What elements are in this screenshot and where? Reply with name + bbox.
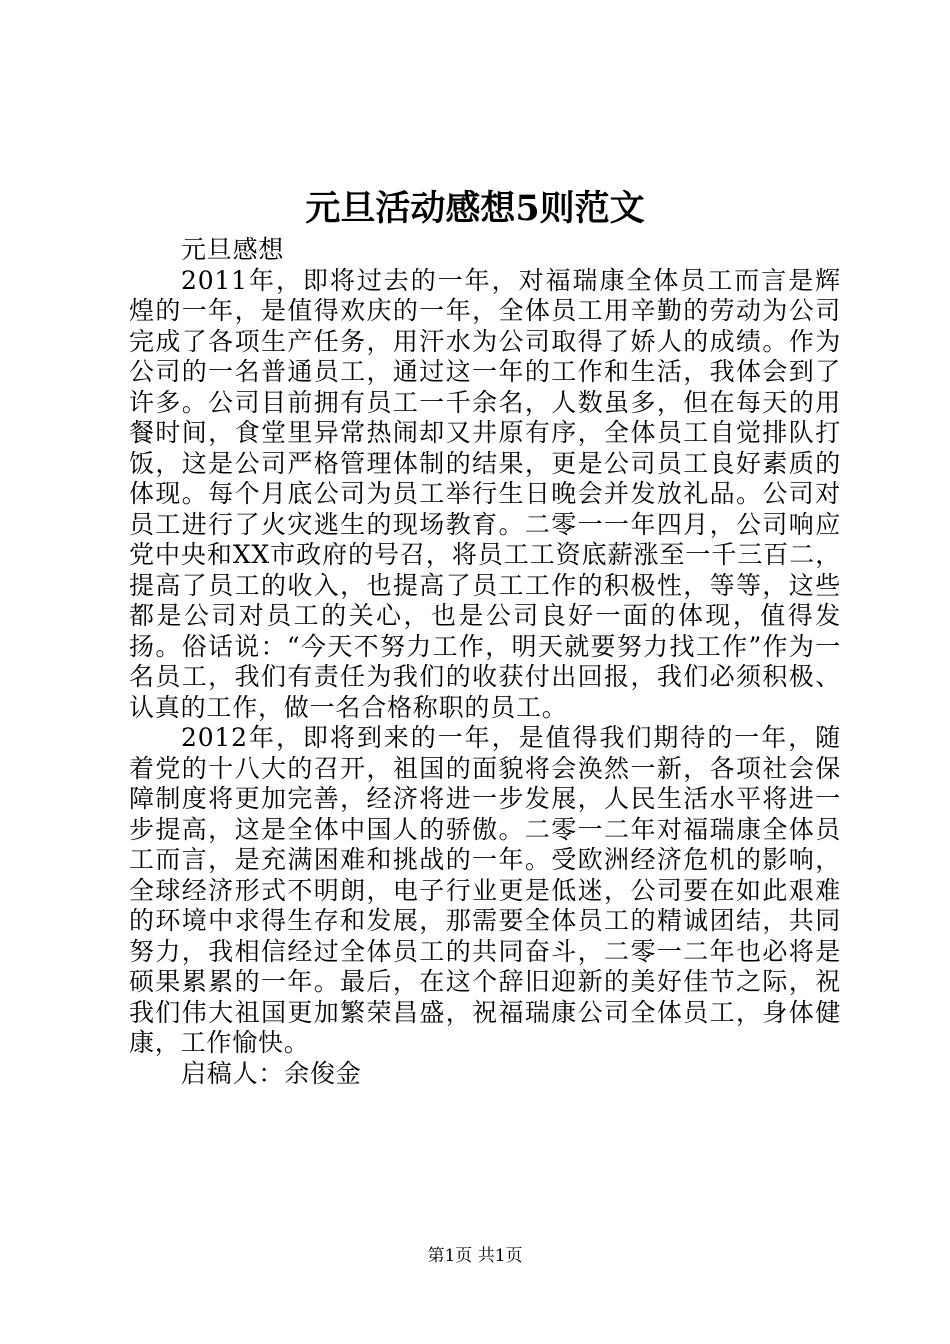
subtitle: 元旦感想	[181, 235, 285, 264]
signature: 启稿人：余俊金	[181, 1058, 362, 1088]
paragraph-2: 2012年，即将到来的一年，是值得我们期待的一年，随着党的十八大的召开，祖国的面貌将会涣然一新，各项社会保障制度将更加完善，经济将进一步发展，人民生活水平将进一步提高，这是全体中国人的骄傲。二零一二年对福瑞康全体员工而言，是充满困难和挑战的一年。受欧洲经济危机的影响，全球经济形式不明朗，电子行业更是低迷，公司要在如此艰难的环境中求得生存和发展，那需要全体员工的精诚团结，共同努力，我相信经过全体员工的共同奋斗，二零一二年也必将是硕果累累的一年。最后，在这个辞旧迎新的美好佳节之际，祝我们伟大祖国更加繁荣昌盛，祝福瑞康公司全体员工，身体健康，工作愉快。	[129, 723, 841, 1057]
paragraph-1: 2011年，即将过去的一年，对福瑞康全体员工而言是辉煌的一年，是值得欢庆的一年，全体员工用辛勤的劳动为公司完成了各项生产任务，用汗水为公司取得了娇人的成绩。作为公司的一名普通员工，通过这一年的工作和生活，我体会到了许多。公司目前拥有员工一千余名，人数虽多，但在每天的用餐时间，食堂里异常热闹却又井原有序，全体员工自觉排队打饭，这是公司严格管理体制的结果，更是公司员工良好素质的体现。每个月底公司为员工举行生日晚会并发放礼品。公司对员工进行了火灾逃生的现场教育。二零一一年四月，公司响应党中央和XX市政府的号召，将员工工资底薪涨至一千三百二，提高了员工的收入，也提高了员工工作的积极性，等等，这些都是公司对员工的关心，也是公司良好一面的体现，值得发扬。俗话说：“今天不努力工作，明天就要努力找工作”作为一名员工，我们有责任为我们的收获付出回报，我们必须积极、认真的工作，做一名合格称职的员工。	[129, 265, 841, 722]
page-footer: 第1页 共1页	[427, 1246, 523, 1266]
document-title: 元旦活动感想5则范文	[305, 188, 645, 229]
document-body	[129, 235, 841, 1089]
